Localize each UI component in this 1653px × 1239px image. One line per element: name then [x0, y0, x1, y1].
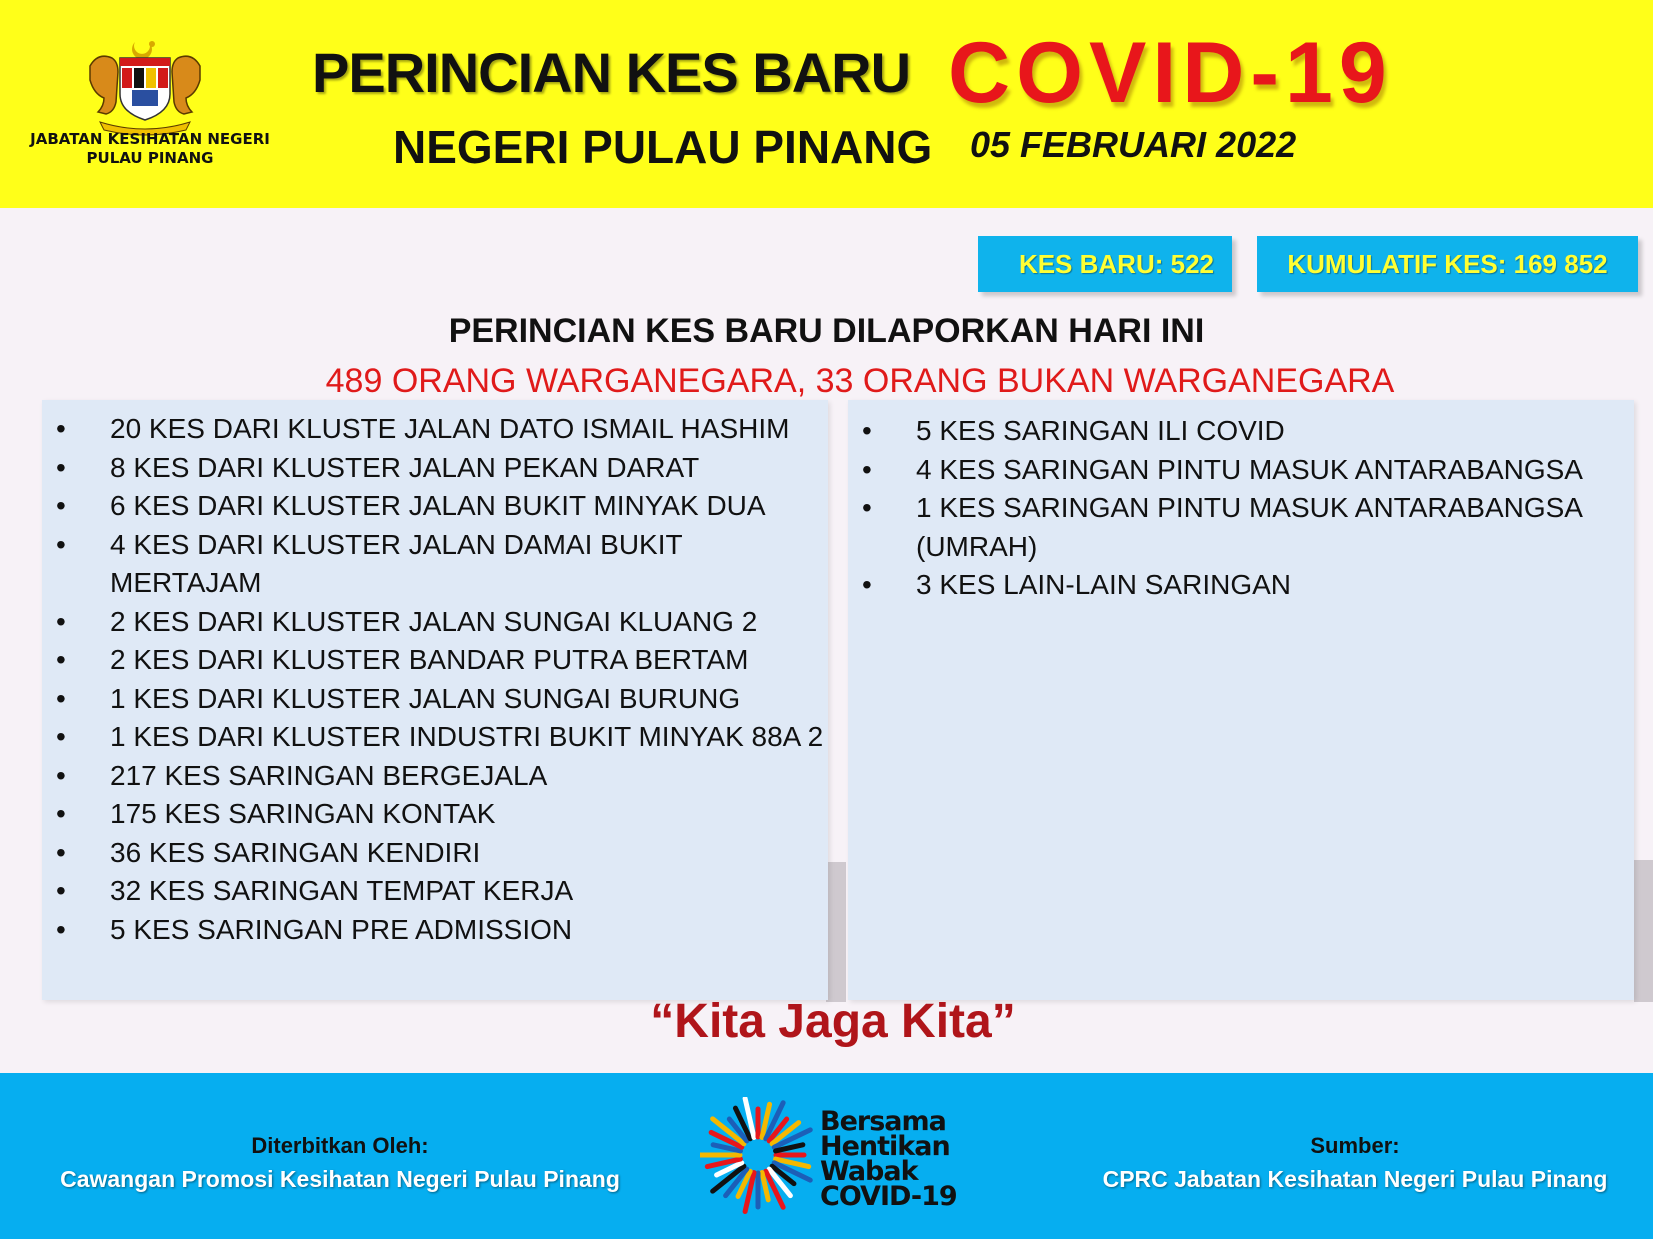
cumulative-cases-badge: KUMULATIF KES: 169 852 [1257, 236, 1638, 292]
left-case-item: • 36 KES SARINGAN KENDIRI [42, 834, 828, 873]
footer-banner [0, 1073, 1653, 1239]
left-case-item: • 2 KES DARI KLUSTER BANDAR PUTRA BERTAM [42, 641, 828, 680]
campaign-line-4: COVID-19 [820, 1181, 957, 1212]
campaign-text [820, 1106, 957, 1212]
left-case-item: • 2 KES DARI KLUSTER JALAN SUNGAI KLUANG 2 [42, 603, 828, 642]
right-case-item: • 5 KES SARINGAN ILI COVID [848, 412, 1634, 451]
summary-heading: PERINCIAN KES BARU DILAPORKAN HARI INI [448, 312, 1205, 350]
sunburst-icon [700, 1097, 820, 1217]
left-case-item: • 1 KES DARI KLUSTER INDUSTRI BUKIT MINYAK 88A 2 [42, 718, 828, 757]
left-case-item: • 217 KES SARINGAN BERGEJALA [42, 757, 828, 796]
state-title: NEGERI PULAU PINANG [393, 121, 933, 173]
right-case-item: • 1 KES SARINGAN PINTU MASUK ANTARABANGSA (UMRAH) [848, 489, 1634, 566]
new-cases-badge: KES BARU: 522 [978, 236, 1232, 292]
report-date: 05 FEBRUARI 2022 [970, 124, 1297, 165]
right-case-item: • 4 KES SARINGAN PINTU MASUK ANTARABANGSA [848, 451, 1634, 490]
left-case-item: • 1 KES DARI KLUSTER JALAN SUNGAI BURUNG [42, 680, 828, 719]
agency-line-2: PULAU PINANG [86, 149, 214, 167]
right-case-list [848, 412, 1634, 605]
agency-name [20, 130, 280, 168]
left-case-list [42, 410, 828, 949]
source-value: CPRC Jabatan Kesihatan Negeri Pulau Pinang [1102, 1166, 1608, 1192]
slogan: “Kita Jaga Kita” [650, 995, 1016, 1048]
right-case-panel [848, 400, 1634, 1000]
coat-of-arms-icon [80, 36, 210, 136]
agency-line-1: JABATAN KESIHATAN NEGERI [30, 130, 270, 148]
panel-divider-shadow [826, 862, 846, 1002]
panel-edge-shadow [1634, 860, 1653, 1002]
right-case-item: • 3 KES LAIN-LAIN SARINGAN [848, 566, 1634, 605]
left-case-item: • 5 KES SARINGAN PRE ADMISSION [42, 911, 828, 950]
publisher-label: Diterbitkan Oleh: [251, 1133, 429, 1158]
left-case-item: • 20 KES DARI KLUSTE JALAN DATO ISMAIL HASHIM [42, 410, 828, 449]
campaign-logo [700, 1097, 970, 1217]
header-banner [0, 0, 1653, 208]
citizenship-breakdown: 489 ORANG WARGANEGARA, 33 ORANG BUKAN WARGANEGARA [325, 362, 1395, 400]
left-case-item: • 175 KES SARINGAN KONTAK [42, 795, 828, 834]
left-case-item: • 6 KES DARI KLUSTER JALAN BUKIT MINYAK DUA [42, 487, 828, 526]
left-case-item: • 8 KES DARI KLUSTER JALAN PEKAN DARAT [42, 449, 828, 488]
left-case-item: • 4 KES DARI KLUSTER JALAN DAMAI BUKIT MERTAJAM [42, 526, 828, 603]
left-case-item: • 32 KES SARINGAN TEMPAT KERJA [42, 872, 828, 911]
page-title: PERINCIAN KES BARU [312, 41, 911, 104]
campaign-line-3: Wabak [820, 1156, 918, 1187]
covid-title: COVID-19 [948, 25, 1393, 121]
left-case-panel [42, 400, 828, 1000]
source-label: Sumber: [1310, 1133, 1400, 1158]
publisher-value: Cawangan Promosi Kesihatan Negeri Pulau Pinang [60, 1166, 620, 1192]
campaign-line-1: Bersama [820, 1106, 946, 1137]
campaign-line-2: Hentikan [820, 1131, 950, 1162]
